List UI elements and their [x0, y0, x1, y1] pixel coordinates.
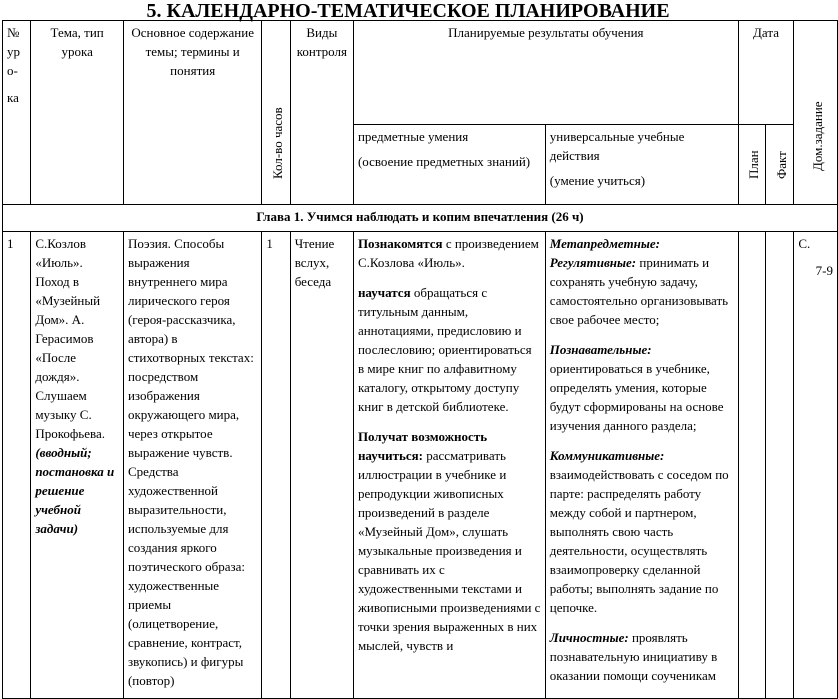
header-universal-sub: (умение учиться) — [549, 173, 646, 188]
row-subject-skills — [353, 232, 545, 699]
header-homework — [794, 21, 838, 205]
row-plan — [738, 232, 765, 699]
chapter-title: Глава 1. Учимся наблюдать и копим впечатления (26 ч) — [3, 205, 838, 232]
komm-label: Коммуникативные: — [549, 448, 665, 463]
skill-1-label: Познакомятся — [357, 236, 443, 251]
header-plan — [738, 125, 765, 205]
homework-range: 7-9 — [815, 263, 833, 278]
header-subject-label: предметные умения — [357, 129, 469, 144]
header-homework-label: Дом.задание — [809, 101, 825, 171]
skill-3-text: рассматривать иллюстрации в учебнике и репродукции живописных произведений в разделе «Музейный Дом», слушать музыкальные произведения и сравнивать их с художественными текстами и живописными произведениями с точки зрения выраженных в них мыслей, чувств и — [357, 448, 541, 653]
lich-label: Личностные: — [549, 630, 629, 645]
komm-text: взаимодействовать с соседом по парте: распределять работу между собой и партнером, выполнять свою часть деятельности, осуществлять взаимопроверку сделанной работы; выполнять задание по цепочке. — [549, 467, 729, 615]
lich-text: проявлять познавательную инициативу в оказании помощи соученикам — [549, 630, 718, 683]
row-topic-text: С.Козлов «Июль». Поход в «Музейный Дом». А. Герасимов «После дождя». Слушаем музыку С. Прокофьева. — [35, 236, 105, 441]
row-topic — [31, 232, 124, 699]
header-hours — [262, 21, 290, 205]
reg-text: принимать и сохранять учебную задачу, самостоятельно организовывать свое рабочее место; — [549, 255, 729, 327]
header-results: Планируемые результаты обучения — [353, 21, 738, 125]
row-content: Поэзия. Способы выражения внутреннего мира лирического героя (героя-рассказчика, автора) в стихотворных текстах: посредством изображения окружающего мира, через открытое выражение чувств. Средства художественной выразительности, используемые для создания яркого поэтического образа: художественные приемы (олицетворение, сравнение, контраст, звукопись) и фигуры (повтор) — [123, 232, 261, 699]
header-content: Основное содержание темы; термины и понятия — [123, 21, 261, 205]
header-row — [3, 21, 838, 125]
header-plan-label: План — [745, 150, 761, 179]
skill-2-text: обращаться с титульным данным, аннотациями, предисловию и послесловию; ориентироваться в мире книг по алфавитному каталогу, открытому доступу книг в детской библиотеке. — [357, 285, 532, 414]
homework-page: С. — [798, 236, 811, 251]
pozn-label: Познавательные: — [549, 342, 652, 357]
row-homework — [794, 232, 838, 699]
header-topic: Тема, тип урока — [31, 21, 124, 205]
row-topic-type: (вводный; постановка и решение учебной задачи) — [35, 445, 115, 536]
header-num-line3: ка — [7, 90, 19, 105]
meta-label: Метапредметные: — [549, 236, 660, 251]
row-fact — [765, 232, 793, 699]
row-hours: 1 — [262, 232, 290, 699]
skill-3-label: Получат возможность научиться: — [357, 429, 488, 463]
reg-label: Регулятивные: — [549, 255, 637, 270]
header-num-line2: о- — [7, 63, 18, 78]
skill-1-text: с произведением С.Козлова «Июль». — [357, 236, 539, 270]
header-num-line1: ур — [7, 44, 20, 59]
header-universal — [545, 125, 738, 205]
header-date: Дата — [738, 21, 794, 125]
header-control: Виды контроля — [290, 21, 353, 205]
row-num: 1 — [3, 232, 31, 699]
header-num — [3, 21, 31, 205]
header-hours-label: Кол-во часов — [270, 107, 286, 179]
header-fact — [765, 125, 793, 205]
table-row — [3, 232, 838, 699]
header-num-sign: № — [7, 25, 20, 40]
header-universal-label: универсальные учебные действия — [549, 129, 685, 163]
page-title: 5. КАЛЕНДАРНО-ТЕМАТИЧЕСКОЕ ПЛАНИРОВАНИЕ — [146, 0, 670, 22]
pozn-text: ориентироваться в учебнике, определять умения, которые будут сформированы на основе изучения данного раздела; — [549, 361, 724, 433]
planning-table — [2, 20, 838, 699]
row-universal-actions — [545, 232, 738, 699]
row-control: Чтение вслух, беседа — [290, 232, 353, 699]
skill-2-label: научатся — [357, 285, 411, 300]
header-subject-sub: (освоение предметных знаний) — [357, 154, 531, 169]
header-subject — [353, 125, 545, 205]
chapter-row — [3, 205, 838, 232]
header-fact-label: Факт — [773, 151, 789, 179]
